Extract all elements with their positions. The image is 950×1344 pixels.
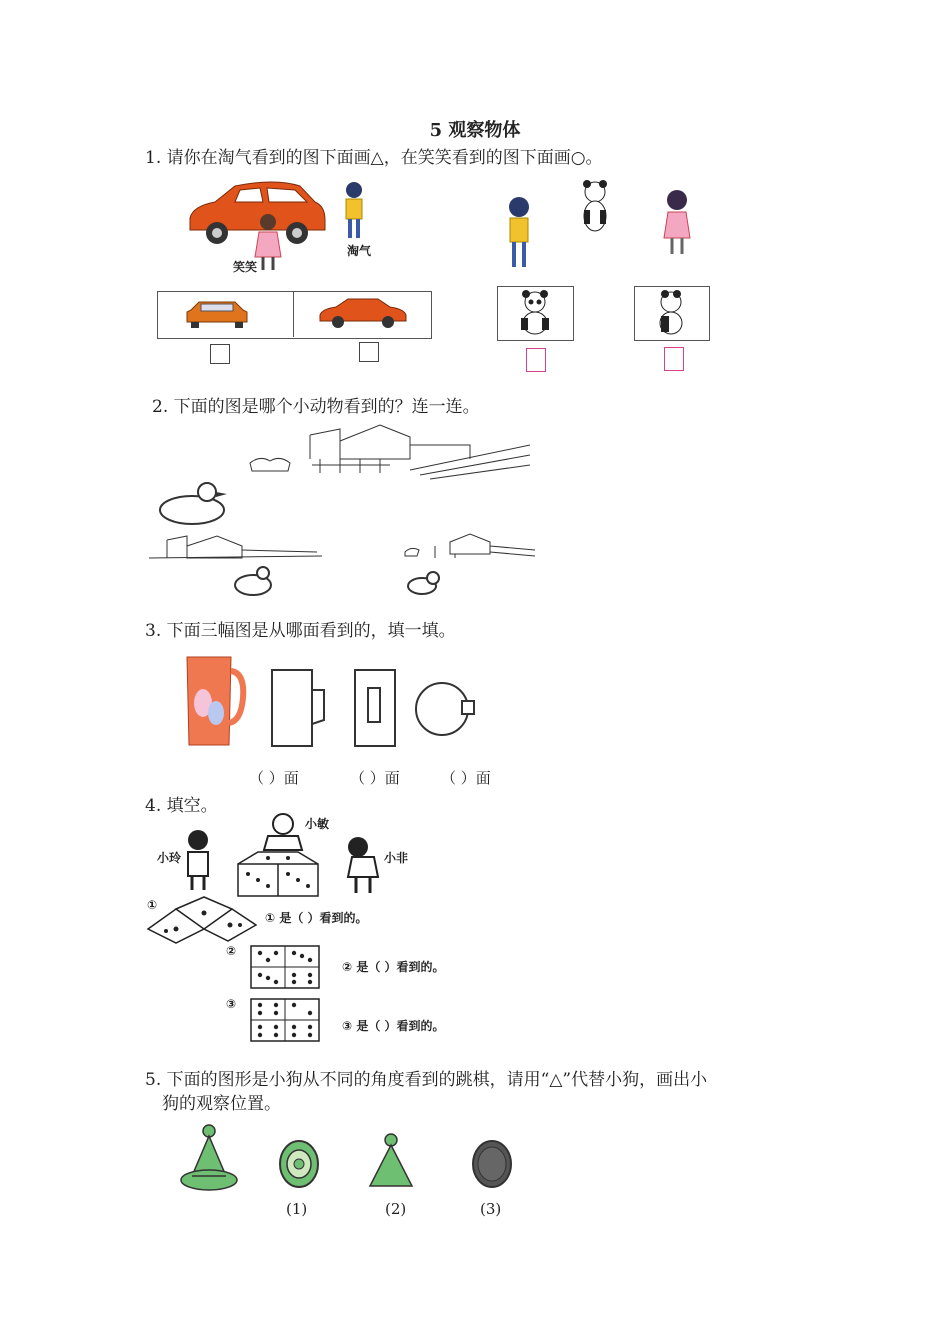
blank-view-2[interactable]: （ ）面 — [350, 769, 400, 787]
xiaofei-figure — [338, 835, 388, 895]
farm-scene-top — [240, 415, 540, 481]
label-num-3: ③ — [226, 997, 237, 1011]
farm-scene-view-b — [395, 528, 540, 564]
blank-view-3[interactable]: （ ）面 — [441, 769, 491, 787]
answer-box-car-1[interactable] — [210, 344, 230, 364]
dice-view-2 — [250, 945, 322, 991]
label-view-1: (1) — [286, 1200, 308, 1218]
farm-scene-view-a — [147, 530, 327, 564]
panda-figure — [580, 180, 610, 235]
xiaoling-figure — [178, 828, 218, 892]
car-side-view — [318, 297, 408, 331]
cup-top-view — [414, 680, 476, 738]
cup-front-view — [270, 668, 330, 748]
line-2[interactable]: ② 是（ ）看到的。 — [342, 960, 445, 974]
chicken-animal-figure — [225, 565, 285, 597]
answer-box-car-2[interactable] — [359, 342, 379, 362]
label-xiaomin: 小敏 — [305, 817, 330, 831]
answer-box-panda-1[interactable] — [526, 348, 546, 372]
label-xiaoxiao: 笑笑 — [233, 260, 258, 274]
label-view-2: (2) — [385, 1200, 407, 1218]
dice-view-1 — [146, 903, 258, 939]
dog-animal-figure — [400, 570, 450, 598]
line-3[interactable]: ③ 是（ ）看到的。 — [342, 1019, 445, 1033]
boy-taoqi-figure — [340, 180, 368, 240]
dice-view-3 — [250, 998, 322, 1044]
question-2: 2. 下面的图是哪个小动物看到的？连一连。 — [152, 397, 480, 417]
panda-front-view — [517, 290, 553, 336]
car-front-view — [185, 298, 250, 330]
label-taoqi: 淘气 — [347, 244, 372, 258]
label-xiaoling: 小玲 — [157, 851, 182, 865]
cup-side-view — [353, 668, 397, 748]
car-views-divider — [293, 291, 294, 337]
question-3: 3. 下面三幅图是从哪面看到的，填一填。 — [145, 621, 456, 641]
panda-side-view — [655, 290, 689, 336]
chess-piece-view-2 — [366, 1132, 418, 1190]
label-num-1: ① — [147, 898, 158, 912]
label-num-2: ② — [226, 944, 237, 958]
page-title: 5 观察物体 — [429, 120, 521, 141]
answer-box-panda-2[interactable] — [664, 347, 684, 371]
question-5-line-2: 狗的观察位置。 — [162, 1094, 281, 1114]
girl-xiaoxiao-figure — [253, 212, 283, 272]
question-5-line-1: 5. 下面的图形是小狗从不同的角度看到的跳棋，请用“△”代替小狗，画出小 — [145, 1070, 708, 1090]
chess-piece-view-1 — [278, 1138, 322, 1190]
xiaomin-figure — [258, 812, 308, 852]
girl-figure — [662, 188, 692, 258]
chess-piece-3d — [178, 1122, 244, 1194]
question-4: 4. 填空。 — [145, 796, 218, 816]
cup-photo — [183, 653, 245, 749]
boy-figure — [504, 195, 534, 270]
line-1[interactable]: ① 是（ ）看到的。 — [265, 911, 368, 925]
chess-piece-view-3 — [471, 1138, 515, 1190]
blank-view-1[interactable]: （ ）面 — [249, 769, 299, 787]
dice-stack — [236, 850, 322, 898]
label-view-3: (3) — [480, 1200, 502, 1218]
question-1: 1. 请你在淘气看到的图下面画△，在笑笑看到的图下面画○。 — [145, 148, 603, 168]
label-xiaofei: 小非 — [384, 851, 409, 865]
duck-animal-figure — [147, 480, 247, 530]
